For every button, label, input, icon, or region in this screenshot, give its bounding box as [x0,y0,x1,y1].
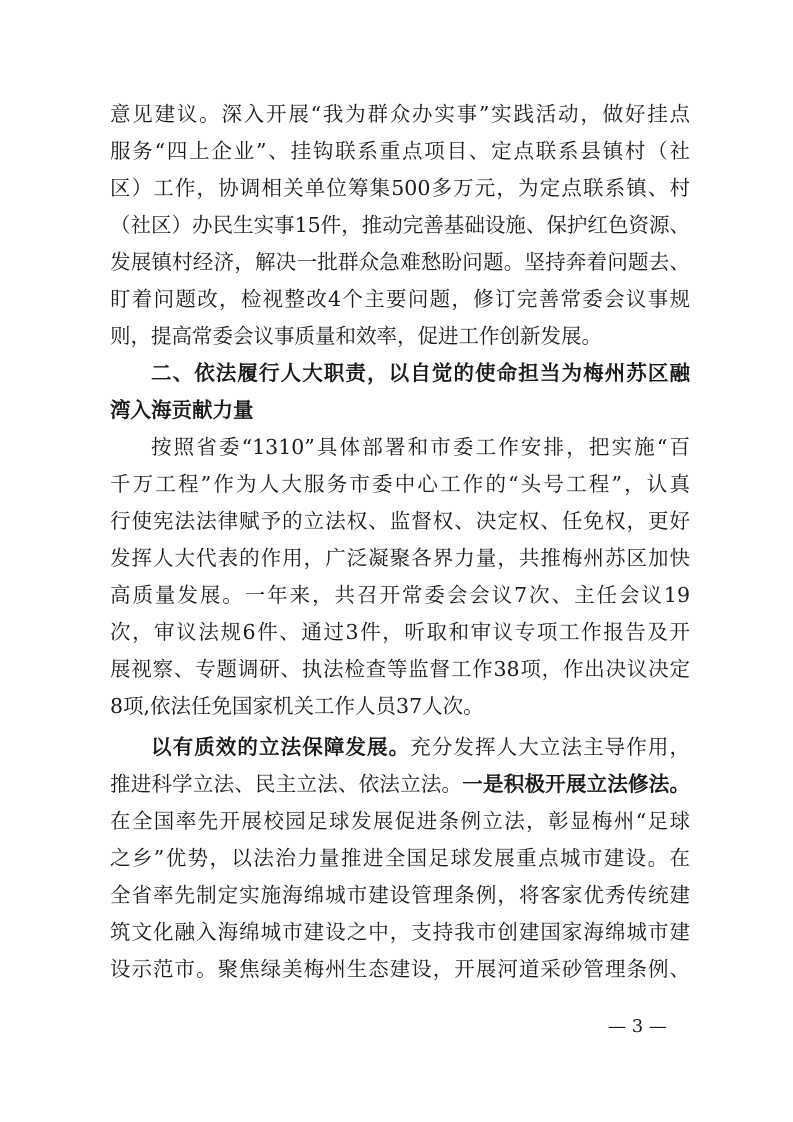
text-line: 意见建议。深入开展“我为群众办实事”实践活动，做好挂点 [110,102,690,126]
bold-lead: 以有质效的立法保障发展。 [151,735,411,759]
text-line: 设示范市。聚焦绿美梅州生态建设，开展河道采砂管理条例、 [110,957,690,981]
text-line: 盯着问题改，检视整改4个主要问题，修订完善常委会议事规 [110,287,690,311]
text-line: 发展镇村经济，解决一批群众急难愁盼问题。坚持奔着问题去、 [110,250,690,274]
text-line [110,766,690,803]
paragraph [110,96,690,355]
text-line: （社区）办民生实事15件，推动完善基础设施、保护红色资源、 [110,213,690,237]
page-number: — 3 — [608,1016,667,1037]
text-line: 筑文化融入海绵城市建设之中，支持我市创建国家海绵城市建 [110,920,690,944]
paragraph [110,729,690,988]
text-line: 服务“四上企业”、挂钩联系重点项目、定点联系县镇村（社 [110,139,690,163]
text-line: 在全国率先开展校园足球发展促进条例立法，彰显梅州“足球 [110,809,690,833]
paragraph [110,429,690,725]
heading-line: 二、依法履行人大职责，以自觉的使命担当为梅州苏区融 [151,361,690,385]
text-line: 高质量发展。一年来，共召开常委会会议7次、主任会议19 [110,583,690,607]
text-line: 区）工作，协调相关单位筹集500多万元，为定点联系镇、村 [110,176,690,200]
text-line: 行使宪法法律赋予的立法权、监督权、决定权、任免权，更好 [110,509,690,533]
text-line: 8项,依法任免国家机关工作人员37人次。 [110,694,484,718]
heading-line: 湾入海贡献力量 [110,398,254,422]
text-line: 之乡”优势，以法治力量推进全国足球发展重点城市建设。在 [110,846,690,870]
bold-lead: 一是积极开展立法修法。 [462,772,691,796]
text-line: 展视察、专题调研、执法检查等监督工作38项，作出决议决定 [110,657,690,681]
section-heading [110,355,690,429]
document-body [110,96,690,988]
text-line: 全省率先制定实施海绵城市建设管理条例，将客家优秀传统建 [110,883,690,907]
text-span: 推进科学立法、民主立法、依法立法。 [110,772,463,796]
text-line: 则，提高常委会议事质量和效率，促进工作创新发展。 [110,324,602,348]
text-line [110,729,690,766]
text-line: 发挥人大代表的作用，广泛凝聚各界力量，共推梅州苏区加快 [110,546,690,570]
text-span: 充分发挥人大立法主导作用， [410,735,690,759]
text-line: 按照省委“1310”具体部署和市委工作安排，把实施“百 [151,435,690,459]
text-line: 千万工程”作为人大服务市委中心工作的“头号工程”，认真 [110,472,690,496]
text-line: 次，审议法规6件、通过3件，听取和审议专项工作报告及开 [110,620,690,644]
